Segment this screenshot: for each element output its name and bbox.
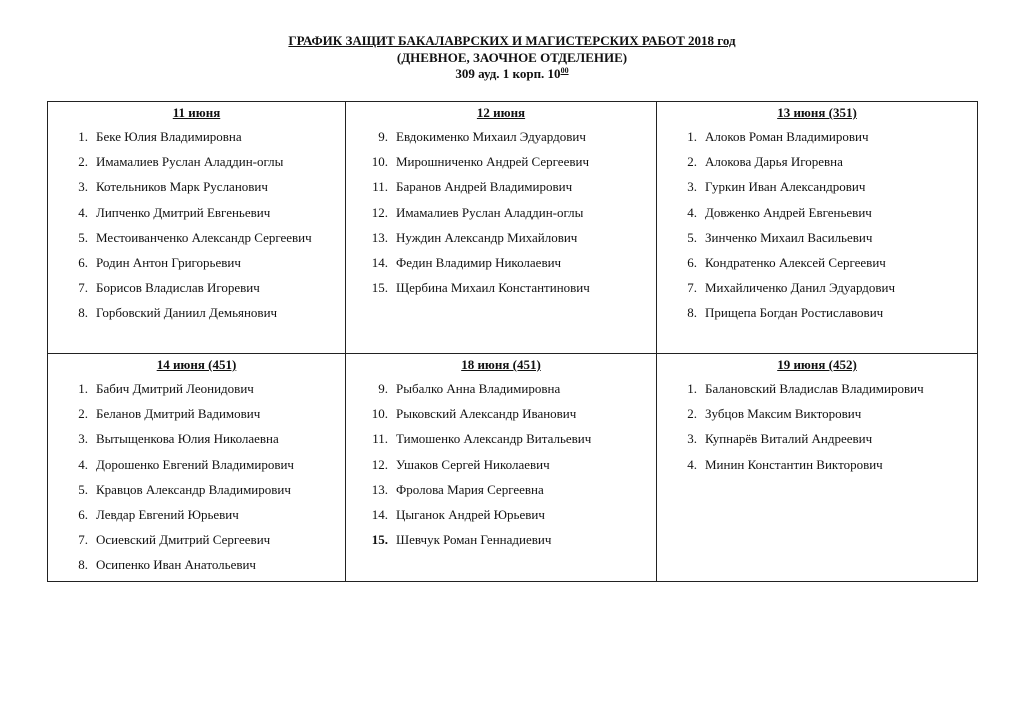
item-number: 1.	[78, 381, 88, 396]
list-item	[48, 455, 345, 480]
list-item	[346, 177, 656, 202]
item-number: 8.	[78, 557, 88, 573]
list-item	[48, 480, 345, 505]
student-list	[48, 379, 345, 581]
list-item	[48, 228, 345, 253]
list-item	[48, 505, 345, 530]
item-number: 6.	[78, 254, 88, 270]
student-name: Шевчук Роман Геннадиевич	[396, 532, 552, 548]
list-item	[657, 228, 977, 253]
list-item	[657, 429, 977, 454]
day-cell-jun-14	[48, 354, 346, 582]
list-item	[346, 455, 656, 480]
item-number: 5.	[687, 229, 697, 245]
item-number: 5.	[78, 481, 88, 497]
student-list	[346, 379, 656, 555]
item-number: 2.	[78, 406, 88, 422]
item-number: 10.	[371, 154, 388, 170]
day-cell-jun-11	[48, 102, 346, 354]
item-number: 4.	[687, 456, 697, 472]
list-item	[48, 127, 345, 152]
item-number: 6.	[687, 254, 697, 270]
list-item	[657, 253, 977, 278]
list-item	[48, 429, 345, 454]
student-name: Горбовский Даниил Демьянович	[96, 305, 278, 321]
student-name: Тимошенко Александр Витальевич	[396, 431, 592, 447]
student-list	[657, 127, 977, 329]
student-name: Балановский Владислав Владимирович	[705, 381, 924, 396]
student-name: Кондратенко Алексей Сергеевич	[705, 254, 886, 270]
list-item	[346, 530, 656, 555]
item-number: 8.	[687, 305, 697, 321]
item-number: 3.	[78, 431, 88, 447]
student-name: Имамалиев Руслан Аладдин-оглы	[96, 154, 284, 170]
student-name: Федин Владимир Николаевич	[396, 254, 562, 270]
list-item	[346, 253, 656, 278]
item-number: 11.	[372, 179, 388, 195]
student-name: Беланов Дмитрий Вадимович	[96, 406, 261, 422]
student-name: Беке Юлия Владимировна	[96, 129, 242, 144]
day-heading: 14 июня (451)	[156, 357, 237, 372]
item-number: 11.	[372, 431, 388, 447]
day-heading: 12 июня	[476, 105, 526, 120]
list-item	[346, 228, 656, 253]
student-name: Щербина Михаил Константинович	[396, 280, 590, 296]
list-item	[657, 379, 977, 404]
student-name: Осиевский Дмитрий Сергеевич	[96, 532, 271, 548]
student-name: Мирошниченко Андрей Сергеевич	[396, 154, 589, 170]
item-number: 1.	[687, 381, 697, 396]
item-number: 10.	[371, 406, 388, 422]
item-number: 4.	[78, 456, 88, 472]
list-item	[657, 177, 977, 202]
list-item	[657, 455, 977, 480]
item-number: 13.	[371, 481, 388, 497]
student-name: Михайличенко Данил Эдуардович	[705, 280, 896, 296]
list-item	[346, 429, 656, 454]
student-name: Бабич Дмитрий Леонидович	[96, 381, 254, 396]
location-line	[0, 66, 1024, 83]
student-name: Вытыщенкова Юлия Николаевна	[96, 431, 279, 447]
student-name: Купнарёв Виталий Андреевич	[705, 431, 873, 447]
student-name: Борисов Владислав Игоревич	[96, 280, 260, 296]
item-number: 2.	[78, 154, 88, 170]
day-heading: 11 июня	[172, 105, 221, 120]
student-name: Липченко Дмитрий Евгеньевич	[96, 204, 271, 220]
item-number: 13.	[371, 229, 388, 245]
student-name: Нуждин Александр Михайлович	[396, 229, 578, 245]
student-name: Кравцов Александр Владимирович	[96, 481, 291, 497]
schedule-row	[48, 354, 978, 582]
item-number: 12.	[371, 204, 388, 220]
day-cell-jun-19	[657, 354, 978, 582]
student-name: Баранов Андрей Владимирович	[396, 179, 573, 195]
list-item	[346, 152, 656, 177]
day-cell-jun-12	[346, 102, 657, 354]
item-number: 12.	[371, 456, 388, 472]
student-name: Зубцов Максим Викторович	[705, 406, 862, 422]
student-name: Цыганок Андрей Юрьевич	[396, 506, 545, 522]
item-number: 1.	[687, 129, 697, 144]
list-item	[346, 203, 656, 228]
item-number: 3.	[687, 431, 697, 447]
student-name: Гуркин Иван Александрович	[705, 179, 866, 195]
item-number: 14.	[371, 254, 388, 270]
day-heading: 13 июня (351)	[777, 105, 857, 120]
list-item	[657, 203, 977, 228]
day-cell-jun-18	[346, 354, 657, 582]
list-item	[657, 404, 977, 429]
student-name: Рыбалко Анна Владимировна	[396, 381, 561, 396]
item-number: 7.	[687, 280, 697, 296]
list-item	[48, 152, 345, 177]
list-item	[657, 278, 977, 303]
list-item	[346, 480, 656, 505]
item-number: 6.	[78, 506, 88, 522]
student-name: Алокова Дарья Игоревна	[705, 154, 843, 170]
item-number: 4.	[78, 204, 88, 220]
item-number: 9.	[378, 129, 388, 144]
item-number: 15.	[371, 280, 388, 296]
list-item	[346, 379, 656, 404]
item-number: 7.	[78, 532, 88, 548]
list-item	[48, 253, 345, 278]
item-number: 14.	[371, 506, 388, 522]
list-item	[48, 379, 345, 404]
list-item	[48, 404, 345, 429]
list-item	[657, 303, 977, 328]
item-number: 3.	[78, 179, 88, 195]
list-item	[48, 203, 345, 228]
list-item	[346, 127, 656, 152]
item-number: 15.	[371, 532, 388, 548]
item-number: 5.	[78, 229, 88, 245]
list-item	[346, 505, 656, 530]
student-list	[657, 379, 977, 480]
student-name: Ушаков Сергей Николаевич	[396, 456, 550, 472]
document-header	[0, 33, 1024, 83]
student-name: Прищепа Богдан Ростиславович	[705, 305, 884, 321]
item-number: 3.	[687, 179, 697, 195]
day-cell-jun-13	[657, 102, 978, 354]
student-name: Местоиванченко Александр Сергеевич	[96, 229, 312, 245]
list-item	[346, 404, 656, 429]
student-name: Минин Константин Викторович	[705, 456, 883, 472]
student-name: Евдокименко Михаил Эдуардович	[396, 129, 586, 144]
item-number: 9.	[378, 381, 388, 396]
page-title: ГРАФИК ЗАЩИТ БАКАЛАВРСКИХ И МАГИСТЕРСКИХ РАБОТ 2018 год	[288, 33, 736, 48]
student-name: Фролова Мария Сергеевна	[396, 481, 544, 497]
item-number: 7.	[78, 280, 88, 296]
student-name: Зинченко Михаил Васильевич	[705, 229, 873, 245]
list-item	[48, 303, 345, 328]
day-heading: 19 июня (452)	[777, 357, 857, 372]
schedule-table	[47, 101, 978, 582]
list-item	[48, 177, 345, 202]
list-item	[48, 530, 345, 555]
list-item	[657, 152, 977, 177]
student-name: Дорошенко Евгений Владимирович	[96, 456, 294, 472]
item-number: 2.	[687, 154, 697, 170]
student-name: Левдар Евгений Юрьевич	[96, 506, 239, 522]
list-item	[48, 555, 345, 580]
student-name: Рыковский Александр Иванович	[396, 406, 577, 422]
student-name: Довженко Андрей Евгеньевич	[705, 204, 872, 220]
student-name: Осипенко Иван Анатольевич	[96, 557, 256, 573]
student-name: Котельников Марк Русланович	[96, 179, 268, 195]
item-number: 8.	[78, 305, 88, 321]
item-number: 4.	[687, 204, 697, 220]
item-number: 2.	[687, 406, 697, 422]
day-heading: 18 июня (451)	[461, 357, 541, 372]
student-name: Родин Антон Григорьевич	[96, 254, 241, 270]
location-text: 309 ауд. 1 корп. 10	[455, 66, 561, 81]
student-name: Имамалиев Руслан Аладдин-оглы	[396, 204, 584, 220]
page-subtitle: (ДНЕВНОЕ, ЗАОЧНОЕ ОТДЕЛЕНИЕ)	[396, 49, 628, 65]
student-name: Алоков Роман Владимирович	[705, 129, 869, 144]
item-number: 1.	[78, 129, 88, 144]
list-item	[657, 127, 977, 152]
student-list	[48, 127, 345, 329]
schedule-row	[48, 102, 978, 354]
list-item	[48, 278, 345, 303]
student-list	[346, 127, 656, 303]
list-item	[346, 278, 656, 303]
time-superscript: 00	[560, 66, 569, 75]
